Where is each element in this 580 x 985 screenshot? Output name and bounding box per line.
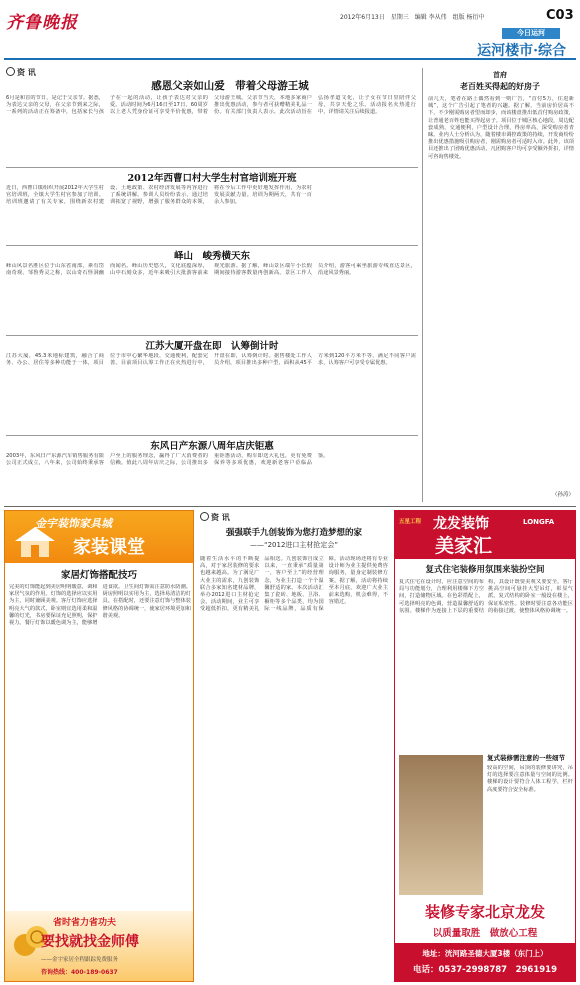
house-icon <box>11 525 59 559</box>
jinyu-promo <box>5 911 193 981</box>
jiangsu-title: 江苏大厦开盘在即 认筹倒计时 <box>145 341 279 351</box>
promo-phone: 咨询热线：400-189-0637 <box>41 969 118 976</box>
article-village-officer: 近日，西曹口镇组织开展2012年大学生村官培训班，全镇大学生村官参加了培训。培训班邀请了有关专家，围绕新农村建设、土地政策、农村经济发展等内容进行了系统讲解。参训人员纷纷表示，通过培训拓宽了视野，增强了服务群众的本领，将在今后工作中更好地发挥作用，为农村发展贡献力量。培训为期两天，共有一百余人参加。 <box>6 185 312 206</box>
jinyu-article: 完美的灯饰能起到美居明明暖意，调和家居气氛的作用。灯饰的选择应以实用为主，同时兼顾美观。客厅灯饰应选择明亮大气的款式，卧室则宜选用柔和温馨的灯光，书房要保证充足照明，保护视力。餐厅灯饰以暖色调为主，能够增进食欲。卫生间灯饰需注意防水防潮。厨房照明以实用为主，选择易清洁的灯具。在搭配时，还要注意灯饰与整体装修风格的协调统一，使家居环境更加和谐美观。 <box>9 584 191 627</box>
longfa-headline: 复式住宅装修用氛围来装扮空间 <box>425 565 545 575</box>
zixun-label-top: 资 讯 <box>6 67 66 77</box>
longfa-ad <box>394 510 576 982</box>
article-yishan: 峄山风景名胜区位于山东省南部，素有岱南奇观、邹鲁秀灵之称，以山奇石怪洞幽而闻名。峄山历史悠久，文化底蕴深厚，山中石刻众多，近年来吸引大批游客前来观光旅游。据了解，峄山景区端午小长假期间接待游客数量再创新高。景区工作人员介绍，游客可乘坐旅游专线直达景区，沿途风景秀丽。 <box>6 263 416 277</box>
side-title: 老百姓买得起的好房子 <box>460 81 540 91</box>
village-officer-title: 2012年西曹口村大学生村官培训班开班 <box>127 173 297 183</box>
section-tag: 今日运河 <box>502 28 560 39</box>
promo-bottom: ——金宇家居全程跟踪免费服务 <box>41 957 119 963</box>
jinyu-headline: 家居灯饰搭配技巧 <box>60 570 137 581</box>
article-jiangsu: 江苏大厦，45.3米地标建筑，融合了商务、办公、居住等多种功能于一体，项目位于市中心繁华地段，交通便利，配套完善。目前项目认筹工作正在火热进行中，开盘在即，认筹倒计时。据售楼处工作人员介绍，项目推出多种户型，面积从45平方米到120平方米不等，满足不同客户需求，认筹客户可享受专属优惠。 <box>6 353 416 367</box>
divider-4 <box>6 435 418 436</box>
longfa-tagline: 以质量取胜 做放心工程 <box>432 928 538 939</box>
divider-1 <box>6 167 418 168</box>
section-title: 运河楼市·综合 <box>477 43 566 58</box>
longfa-address: 地址：洸河路圣德大厦3楼（东门上） <box>422 949 548 958</box>
mid-article: 随着生活水平的不断提高，对于家居装修的要求也越来越高。为了满足广大业主的需求，九创装饰联合多家知名建材品牌，举办2012进口主材抢定会。活动期间，业主可享受超低折扣，更有精美礼品相送。九创装饰自成立以来，一直秉承“质量第一，客户至上”的经营理念，为业主打造一个个温馨舒适的家。本次活动汇集了瓷砖、地板、卫浴、橱柜等多个品类，均为国际一线品牌，品质有保障。活动现场还将有专业设计师为业主提供免费咨询服务，量身定制装修方案。据了解，活动将持续至本月底，欢迎广大业主前来选购，机会难得，不容错过。 <box>200 556 388 613</box>
article-nissan: 2003年，东风日产东源汽车销售服务有限公司正式成立，八年来，公司始终秉承客户至上的服务理念，赢得了广大消费者的信赖。值此八周年店庆之际，公司推出多重钜惠活动，购车即送大礼包，更有免费保养等多项优惠，欢迎新老客户莅临品鉴。 <box>6 453 329 467</box>
promo-mid: 要找就找金师傅 <box>41 934 139 950</box>
longfa-brand-en: LONGFA <box>523 518 555 526</box>
jinyu-banner <box>5 511 193 563</box>
masthead <box>0 0 580 60</box>
longfa-sub-head: 复式装修需注意的一些细节 <box>487 754 565 762</box>
longfa-sub-article: 较高的空间，吊顶的装修要讲究，吊灯的选择要注意体量与空间的比例。楼梯的设计要符合人体工程学，栏杆高度要符合安全标准。 <box>487 765 573 793</box>
header-divider <box>4 58 576 60</box>
longfa-banner <box>395 511 575 559</box>
side-signature: （孙涛） <box>551 492 574 498</box>
article-affordable-housing: 前几天，笔者在路上偶然看到一则广告，“首付5万，住进新城”，这个广告引起了笔者的兴趣。据了解，当前房价居高不下，不少刚需购房者望而却步，而该楼盘推出低首付购房政策，让普通老百姓也能买得起房子。项目位于城区核心地段，周边配套成熟，交通便利，户型设计合理，得房率高，深受购房者青睐。业内人士分析认为，随着楼市调控政策的持续，开发商纷纷推出优惠措施吸引购房者，刚需购房者可适时入市。此外，该项目还推出了团购优惠活动，凡团购客户均可享受额外折扣，详情可咨询售楼处。 <box>428 96 574 160</box>
promo-top: 省时省力省功夫 <box>53 918 117 928</box>
page-number: C03 <box>546 8 574 23</box>
longfa-contact <box>395 943 575 981</box>
divider-3 <box>6 335 418 336</box>
circle-icon <box>6 67 15 76</box>
longfa-photo <box>399 755 483 895</box>
jinyu-ad <box>4 510 194 982</box>
issue-line: 2012年6月13日 星期三 编辑 李从伟 组版 杨衍中 <box>340 14 485 21</box>
top-headline: 感恩父亲如山爱 带着父母游王城 <box>151 80 309 92</box>
mid-headline: 强强联手九创装饰为您打造梦想的家 <box>225 528 362 538</box>
divider-2 <box>6 245 418 246</box>
circle-icon <box>200 512 209 521</box>
longfa-brand: 龙发装饰 <box>433 516 489 531</box>
jinyu-banner-title: 家装课堂 <box>73 537 145 558</box>
newspaper-logo: 齐鲁晚报 <box>6 13 78 33</box>
yishan-title: 峄山 峻秀横天东 <box>173 251 250 261</box>
longfa-phone: 电话：0537-2998787 2961919 <box>413 965 557 975</box>
article-fathers-day: 6月是和首的节日，是记于父亲节。据悉，为表达父亲的父母，在父亲节到来之际，一系列的活动正在筹备中，包括家长与孩子在一起的活动，让孩子表达对父亲的爱。活动时间为6月16日至17日，60周岁以上老人凭身份证可享受半价优惠，带着父母游王城。父亲节当天，本地多家商户推出优惠活动，参与者可获赠精美礼品一份。有关部门负责人表示，此次活动旨在弘扬孝道文化，让子女在节日里陪伴父母，共享天伦之乐。活动报名火热进行中，详情请关注后续报道。 <box>6 95 416 116</box>
column-divider <box>422 68 423 502</box>
zixun-label-mid: 资 讯 <box>200 512 260 522</box>
mid-horizontal-rule <box>4 506 576 507</box>
side-head: 首府 <box>493 71 507 79</box>
longfa-banner-title: 美家汇 <box>435 535 493 557</box>
jinyu-brand: 金宇装饰家具城 <box>35 517 112 529</box>
longfa-badge: 五星工程 <box>399 519 422 525</box>
longfa-article: 复式住宅在设计时，应注意空间的布局与功能划分，合理利用楼梯下方空间，打造储物区域。在色彩搭配上，可选择明亮的色调，营造温馨舒适的氛围。楼梯作为连接上下层的重要结构，其设计既要美观又要安全。客厅挑高空间可悬挂大型吊灯，彰显气派。复式结构的卧室一般设在楼上，保证私密性。装修时要注意各功能区的衔接过渡，使整体风格协调统一。 <box>399 579 573 614</box>
nissan-title: 东风日产东源八周年店庆钜惠 <box>150 441 274 451</box>
mid-subhead: ——“2012进口主材抢定会” <box>249 541 339 549</box>
longfa-slogan: 装修专家北京龙发 <box>424 903 545 921</box>
